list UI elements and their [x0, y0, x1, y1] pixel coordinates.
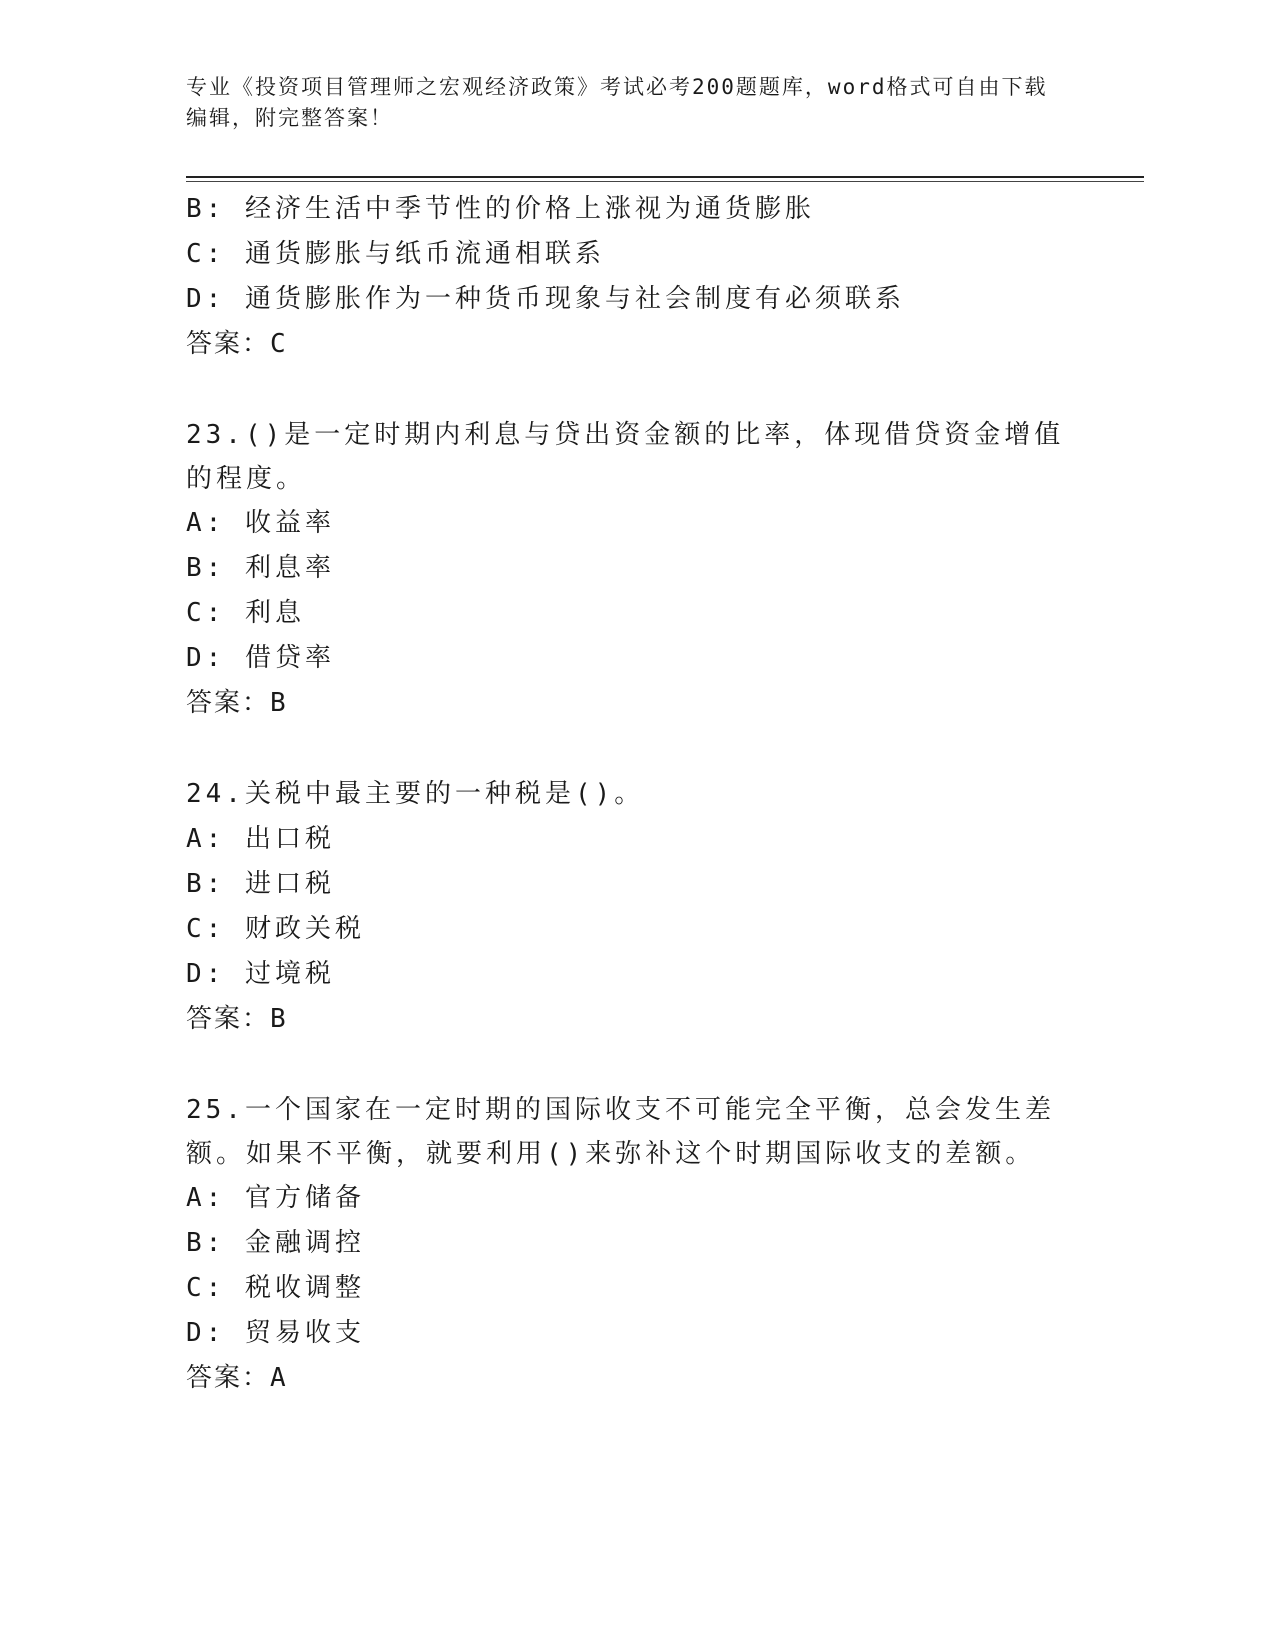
option-b: B: 进口税	[186, 869, 335, 899]
option-d: D: 通货膨胀作为一种货币现象与社会制度有必须联系	[186, 284, 905, 314]
spacer	[186, 367, 1086, 413]
question-content	[186, 187, 1086, 1401]
option-c: C: 利息	[186, 598, 305, 628]
header-divider-thin	[186, 181, 1144, 182]
option-b: B: 利息率	[186, 553, 335, 583]
question-22-continued	[186, 187, 1086, 367]
question-23	[186, 413, 1086, 726]
spacer	[186, 726, 1086, 772]
option-c: C: 通货膨胀与纸币流通相联系	[186, 239, 605, 269]
option-b: B: 金融调控	[186, 1228, 365, 1258]
answer-line: 答案：A	[186, 1363, 288, 1393]
option-b: B: 经济生活中季节性的价格上涨视为通货膨胀	[186, 194, 815, 224]
question-25	[186, 1088, 1086, 1401]
question-stem: 25.一个国家在一定时期的国际收支不可能完全平衡，总会发生差额。如果不平衡，就要利用()来弥补这个时期国际收支的差额。	[186, 1095, 1055, 1169]
answer-line: 答案：C	[186, 329, 288, 359]
answer-line: 答案：B	[186, 1004, 288, 1034]
header-divider-thick	[186, 176, 1144, 178]
question-24	[186, 772, 1086, 1042]
option-c: C: 税收调整	[186, 1273, 365, 1303]
option-d: D: 借贷率	[186, 643, 335, 673]
option-a: A: 官方储备	[186, 1183, 365, 1213]
question-stem: 24.关税中最主要的一种税是()。	[186, 779, 645, 809]
option-a: A: 出口税	[186, 824, 335, 854]
option-c: C: 财政关税	[186, 914, 365, 944]
spacer	[186, 1042, 1086, 1088]
option-d: D: 过境税	[186, 959, 335, 989]
document-header: 专业《投资项目管理师之宏观经济政策》考试必考200题题库，word格式可自由下载编辑，附完整答案！	[186, 75, 1048, 130]
option-d: D: 贸易收支	[186, 1318, 365, 1348]
option-a: A: 收益率	[186, 508, 335, 538]
question-stem: 23.()是一定时期内利息与贷出资金额的比率，体现借贷资金增值的程度。	[186, 420, 1065, 494]
answer-line: 答案：B	[186, 688, 288, 718]
